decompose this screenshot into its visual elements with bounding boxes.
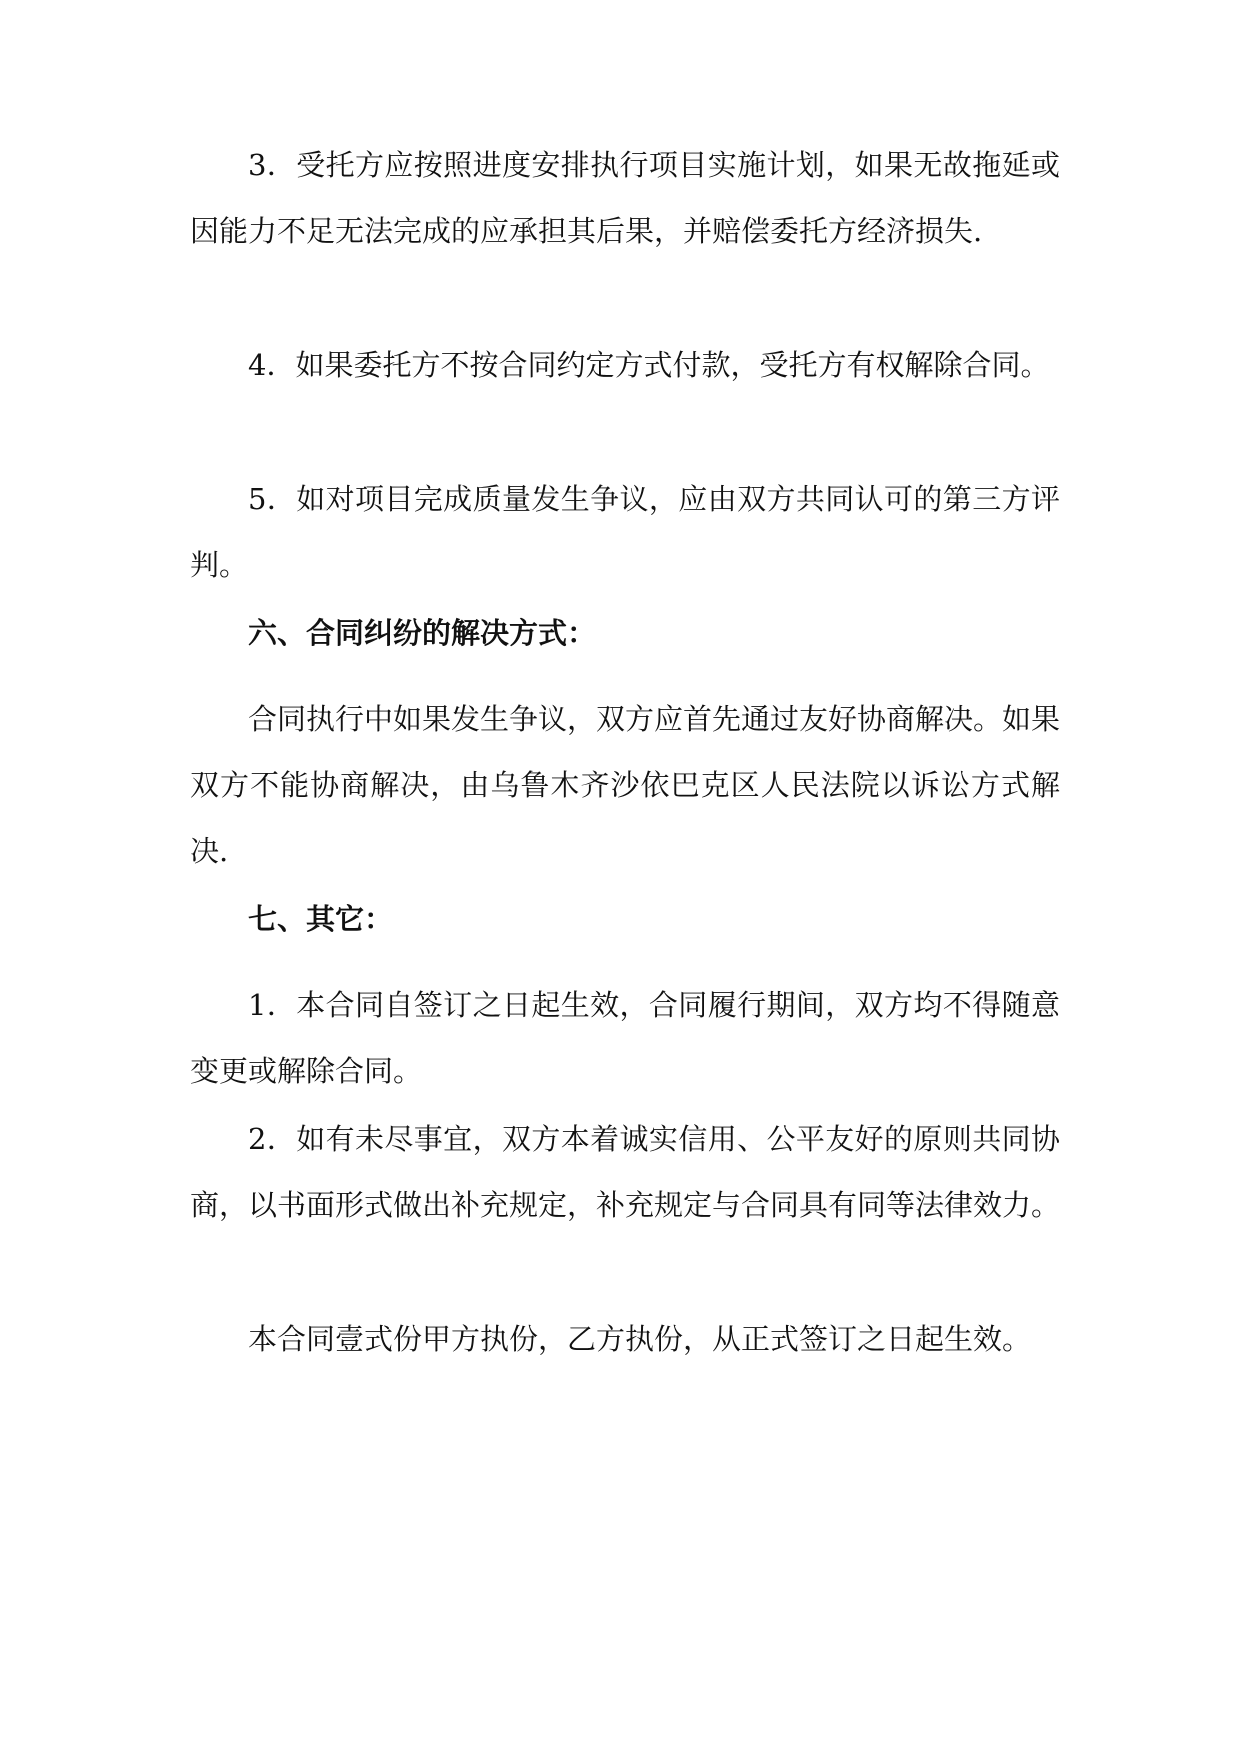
dispute-resolution-paragraph: 合同执行中如果发生争议，双方应首先通过友好协商解决。如果双方不能协商解决，由乌鲁木齐沙依巴克区人民法院以诉讼方式解决.	[190, 702, 1061, 868]
clause-4-paragraph: 4．如果委托方不按合同约定方式付款，受托方有权解除合同。	[248, 348, 1050, 382]
other-clause-1-paragraph: 1．本合同自签订之日起生效，合同履行期间，双方均不得随意变更或解除合同。	[190, 988, 1060, 1088]
section-7-heading: 七、其它：	[248, 902, 394, 936]
clause-5-paragraph: 5．如对项目完成质量发生争议，应由双方共同认可的第三方评判。	[190, 482, 1060, 582]
section-6-heading: 六、合同纠纷的解决方式：	[248, 616, 597, 650]
other-clause-2-paragraph: 2．如有未尽事宜，双方本着诚实信用、公平友好的原则共同协商，以书面形式做出补充规定，补充规定与合同具有同等法律效力。	[190, 1122, 1061, 1222]
clause-3-paragraph: 3．受托方应按照进度安排执行项目实施计划，如果无故拖延或因能力不足无法完成的应承担其后果，并赔偿委托方经济损失.	[190, 148, 1060, 248]
closing-paragraph: 本合同壹式份甲方执份，乙方执份，从正式签订之日起生效。	[248, 1322, 1032, 1356]
